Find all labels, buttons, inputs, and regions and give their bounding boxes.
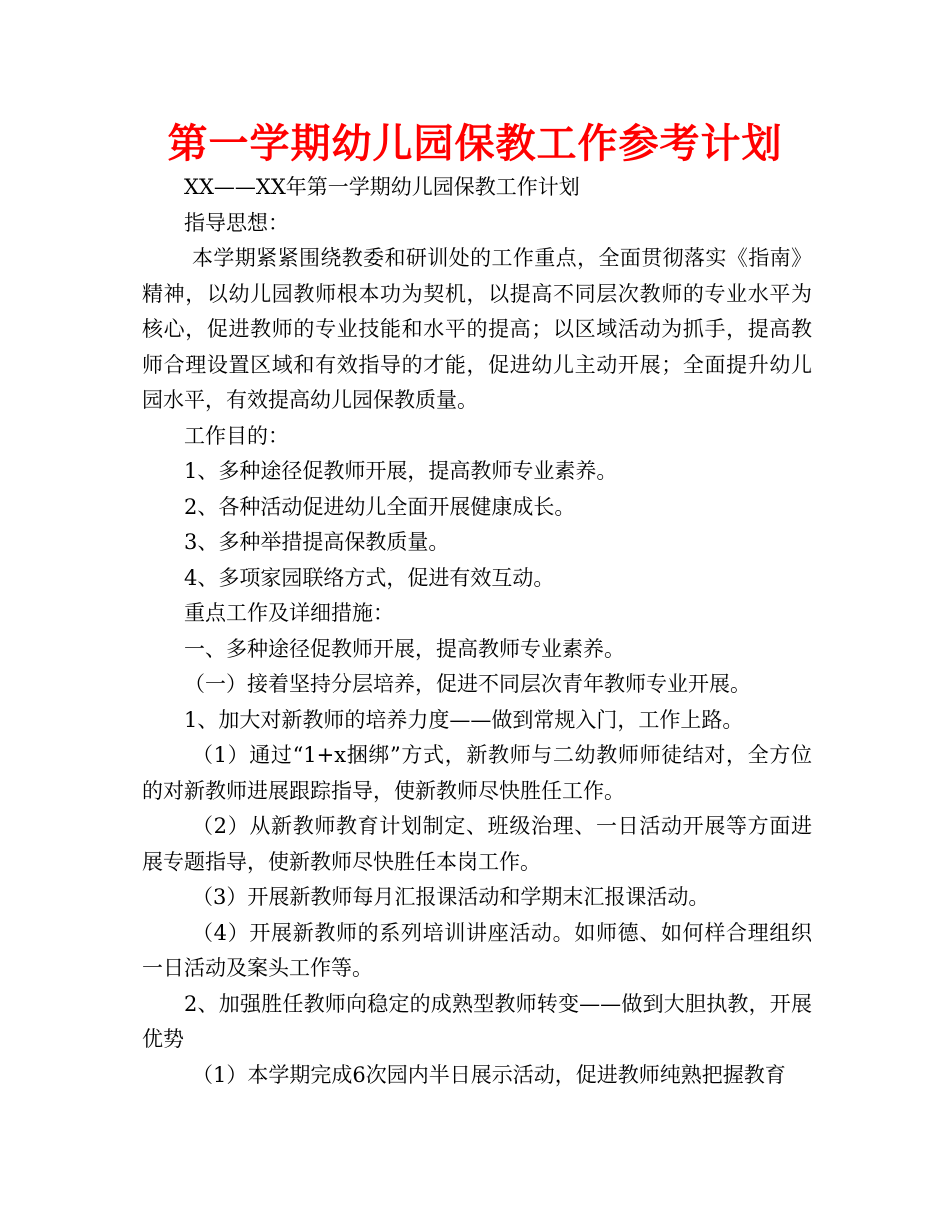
paragraph: 重点工作及详细措施： (184, 601, 394, 625)
document-title: 第一学期幼儿园保教工作参考计划 (167, 120, 783, 167)
document-body (142, 170, 812, 1093)
paragraph: 1、多种途径促教师开展，提高教师专业素养。 (184, 459, 618, 483)
paragraph: （一）接着坚持分层培养，促进不同层次青年教师专业开展。 (184, 672, 751, 696)
paragraph: 本学期紧紧围绕教委和研训处的工作重点，全面贯彻落实《指南》精神，以幼儿园教师根本功为契机，以提高不同层次教师的专业水平为核心，促进教师的专业技能和水平的提高；以区域活动为抓手，提高教师合理设置区域和有效指导的才能，促进幼儿主动开展；全面提升幼儿园水平，有效提高幼儿园保教质量。 (142, 246, 812, 412)
paragraph: 1、加大对新教师的培养力度——做到常规入门，工作上路。 (184, 707, 744, 732)
paragraph: （3）开展新教师每月汇报课活动和学期末汇报课活动。 (192, 885, 710, 909)
paragraph: 一、多种途径促教师开展，提高教师专业素养。 (184, 636, 625, 661)
paragraph: 指导思想： (184, 210, 289, 235)
paragraph: （2）从新教师教育计划制定、班级治理、一日活动开展等方面进展专题指导，使新教师尽快胜任本岗工作。 (142, 814, 812, 874)
paragraph: （4）开展新教师的系列培训讲座活动。如师德、如何样合理组织一日活动及案头工作等。 (142, 920, 812, 980)
paragraph: （1）通过“1+x捆绑”方式，新教师与二幼教师师徒结对，全方位的对新教师进展跟踪指导，使新教师尽快胜任工作。 (142, 743, 812, 803)
paragraph: 2、各种活动促进幼儿全面开展健康成长。 (184, 494, 576, 519)
paragraph: （1）本学期完成6次园内半日展示活动，促进教师纯熟把握教育 (192, 1062, 786, 1087)
paragraph: XX——XX年第一学期幼儿园保教工作计划 (184, 175, 580, 199)
paragraph: 3、多种举措提高保教质量。 (184, 530, 450, 554)
paragraph: 工作目的： (184, 423, 289, 448)
paragraph: 4、多项家园联络方式，促进有效互动。 (184, 565, 555, 590)
paragraph: 2、加强胜任教师向稳定的成熟型教师转变——做到大胆执教，开展优势 (142, 991, 812, 1051)
